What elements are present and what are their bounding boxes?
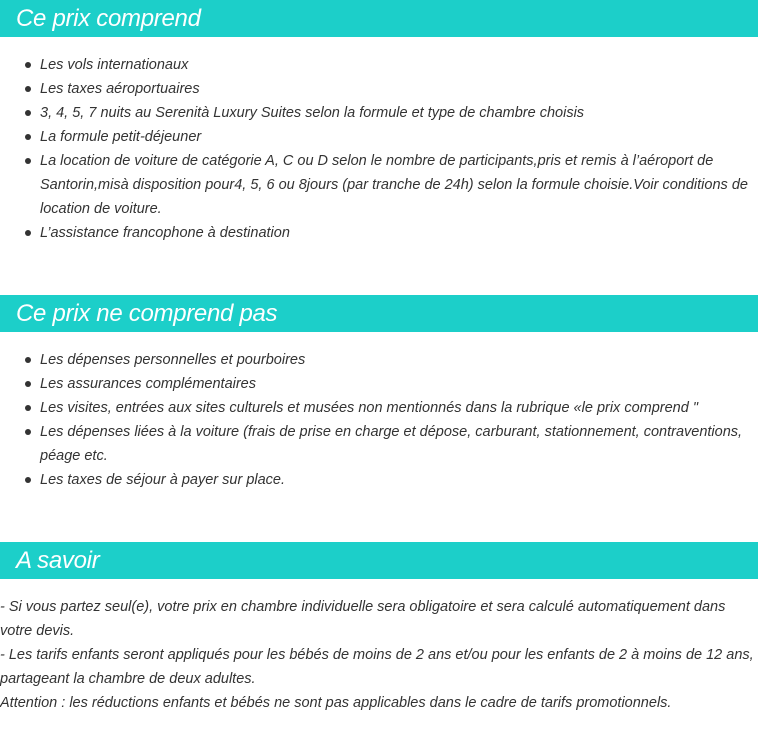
list-item-text: La location de voiture de catégorie A, C ou D selon le nombre de participants,pris et remis à l’aéroport de Santorin,misà disposition pour4, 5, 6 ou 8jours (par tranche de 24h) selon la formule choisie.Voir conditions de location de voiture. bbox=[40, 153, 748, 217]
list-item-text: Les dépenses liées à la voiture (frais de prise en charge et dépose, carburant, stationnement, contraventions, péage etc. bbox=[40, 424, 743, 464]
bullet-icon bbox=[25, 62, 31, 68]
excludes-header bbox=[0, 295, 758, 332]
list-item bbox=[0, 468, 758, 492]
info-note: - Si vous partez seul(e), votre prix en chambre individuelle sera obligatoire et sera calculé automatiquement dans votre devis. bbox=[0, 599, 726, 639]
list-item-text: Les taxes de séjour à payer sur place. bbox=[40, 472, 286, 488]
list-item bbox=[0, 420, 758, 468]
list-item bbox=[0, 77, 758, 101]
list-item-text: Les taxes aéroportuaires bbox=[40, 81, 200, 97]
bullet-icon bbox=[25, 134, 31, 140]
info-notes bbox=[0, 595, 758, 715]
bullet-icon bbox=[25, 230, 31, 236]
bullet-icon bbox=[25, 86, 31, 92]
info-note: - Les tarifs enfants seront appliqués pour les bébés de moins de 2 ans et/ou pour les enfants de 2 à moins de 12 ans, partageant la chambre de deux adultes. bbox=[0, 647, 754, 687]
includes-header bbox=[0, 0, 758, 37]
list-item bbox=[0, 396, 758, 420]
list-item-text: Les vols internationaux bbox=[40, 57, 189, 73]
bullet-icon bbox=[25, 381, 31, 387]
info-title: A savoir bbox=[16, 546, 100, 574]
info-note: Attention : les réductions enfants et bébés ne sont pas applicables dans le cadre de tarifs promotionnels. bbox=[0, 695, 672, 711]
list-item bbox=[0, 348, 758, 372]
list-item-text: 3, 4, 5, 7 nuits au Serenità Luxury Suites selon la formule et type de chambre choisis bbox=[40, 105, 585, 121]
list-item-text: Les dépenses personnelles et pourboires bbox=[40, 352, 306, 368]
excludes-title: Ce prix ne comprend pas bbox=[16, 299, 278, 327]
bullet-icon bbox=[25, 110, 31, 116]
list-item bbox=[0, 125, 758, 149]
list-item bbox=[0, 53, 758, 77]
list-item bbox=[0, 149, 758, 221]
bullet-icon bbox=[25, 158, 31, 164]
list-item bbox=[0, 221, 758, 245]
bullet-icon bbox=[25, 477, 31, 483]
bullet-icon bbox=[25, 357, 31, 363]
list-item-text: Les assurances complémentaires bbox=[40, 376, 256, 392]
list-item bbox=[0, 101, 758, 125]
list-item-text: La formule petit-déjeuner bbox=[40, 129, 202, 145]
excludes-list bbox=[0, 348, 758, 492]
bullet-icon bbox=[25, 429, 31, 435]
info-header bbox=[0, 542, 758, 579]
list-item-text: L’assistance francophone à destination bbox=[40, 225, 290, 241]
includes-list bbox=[0, 53, 758, 245]
list-item-text: Les visites, entrées aux sites culturels et musées non mentionnés dans la rubrique «le prix comprend " bbox=[40, 400, 698, 416]
includes-title: Ce prix comprend bbox=[16, 4, 201, 32]
list-item bbox=[0, 372, 758, 396]
bullet-icon bbox=[25, 405, 31, 411]
